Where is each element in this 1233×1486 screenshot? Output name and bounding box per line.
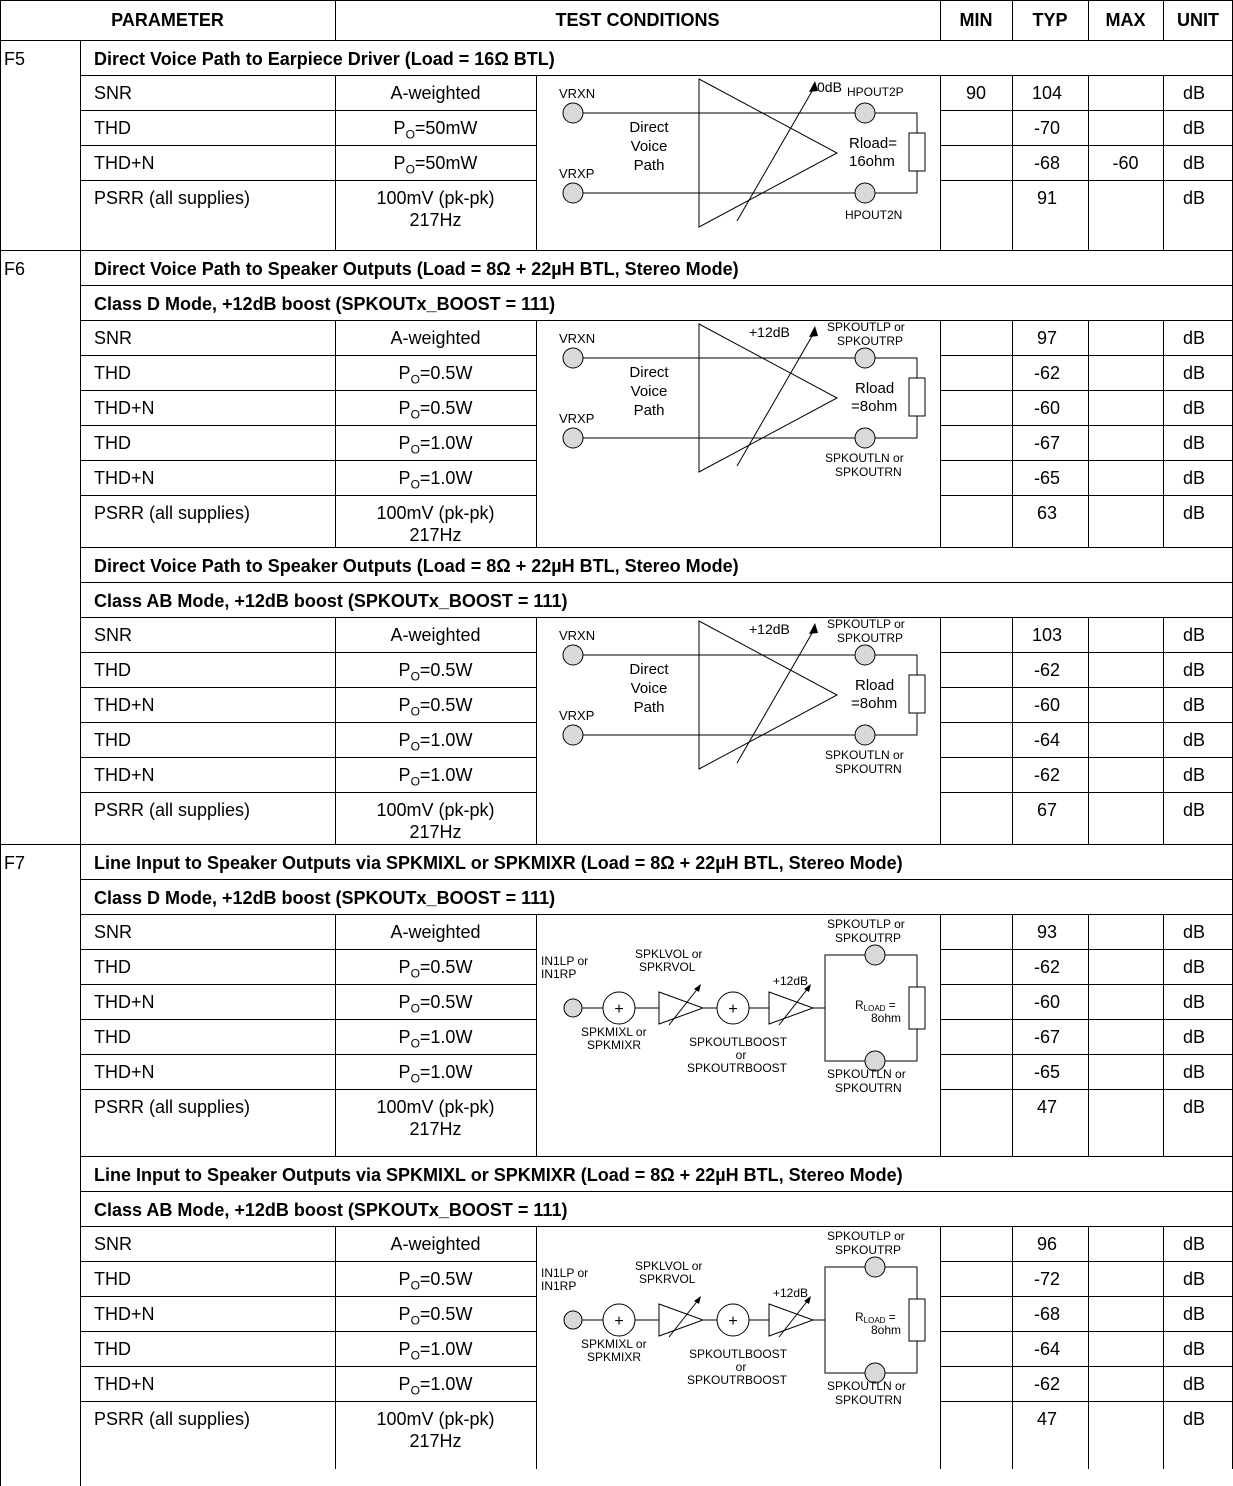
svg-text:8ohm: 8ohm (871, 1011, 902, 1025)
condition-cell: $P_O=1.0W$ (398, 1027, 473, 1051)
typ-cell: -64 (1033, 730, 1060, 750)
svg-text:Rload: Rload (855, 380, 895, 397)
typ-cell: -60 (1033, 695, 1060, 715)
condition-cell: $P_O=0.5W$ (398, 695, 473, 719)
svg-text:SPKLVOL or: SPKLVOL or (635, 947, 703, 961)
condition-cell: 100mV (pk-pk) 217Hz (376, 503, 495, 545)
typ-cell: -62 (1033, 957, 1060, 977)
unit-cell: dB (1183, 1097, 1206, 1117)
typ-cell: -60 (1033, 992, 1060, 1012)
condition-cell: $P_O=0.5W$ (398, 398, 473, 422)
unit-cell: dB (1183, 503, 1206, 523)
unit-cell: dB (1183, 660, 1206, 680)
typ-cell: -65 (1033, 468, 1060, 488)
typ-cell: -68 (1033, 153, 1060, 173)
svg-text:Direct: Direct (629, 119, 669, 136)
param-cell: SNR (94, 328, 133, 348)
block-title: Class D Mode, +12dB boost (SPKOUTx_BOOST = 111) (94, 294, 556, 314)
param-cell: THD+N (94, 765, 155, 785)
param-cell: THD (94, 363, 131, 383)
svg-text:IN1RP: IN1RP (541, 967, 577, 981)
typ-cell: -67 (1033, 433, 1060, 453)
svg-text:SPKLVOL or: SPKLVOL or (635, 1259, 703, 1273)
svg-text:SPKMIXL or: SPKMIXL or (581, 1337, 647, 1351)
condition-cell: $P_O=1.0W$ (398, 433, 473, 457)
condition-cell: $P_O=1.0W$ (398, 1062, 473, 1086)
block-title: Line Input to Speaker Outputs via SPKMIXL or SPKMIXR (Load = 8Ω + 22µH BTL, Stereo Mode) (94, 853, 903, 873)
svg-text:=8ohm: =8ohm (851, 398, 898, 415)
typ-cell: -62 (1033, 363, 1060, 383)
svg-text:SPKOUTLBOOST: SPKOUTLBOOST (689, 1035, 788, 1049)
condition-cell: $P_O=0.5W$ (398, 957, 473, 981)
unit-cell: dB (1183, 363, 1206, 383)
svg-text:SPKOUTRBOOST: SPKOUTRBOOST (687, 1061, 788, 1075)
param-cell: SNR (94, 625, 133, 645)
svg-text:SPKOUTLN or: SPKOUTLN or (825, 748, 904, 762)
svg-text:SPKOUTRP: SPKOUTRP (835, 1243, 902, 1257)
line-speaker-schematic (537, 915, 939, 1155)
svg-text:SPKOUTLBOOST: SPKOUTLBOOST (689, 1347, 788, 1361)
typ-cell: -64 (1033, 1339, 1060, 1359)
section-id: F6 (4, 259, 26, 279)
condition-cell: 100mV (pk-pk) 217Hz (376, 800, 495, 842)
svg-text:SPKOUTRP: SPKOUTRP (837, 334, 904, 348)
unit-cell: dB (1183, 625, 1206, 645)
svg-text:VRXP: VRXP (559, 166, 595, 181)
header-max: MAX (1105, 10, 1146, 30)
condition-cell: $P_O=1.0W$ (398, 1374, 473, 1398)
typ-cell: 47 (1036, 1409, 1058, 1429)
param-cell: SNR (94, 83, 133, 103)
svg-text:Path: Path (633, 402, 665, 419)
svg-text:HPOUT2N: HPOUT2N (845, 208, 903, 222)
svg-text:HPOUT2P: HPOUT2P (847, 85, 904, 99)
unit-cell: dB (1183, 1027, 1206, 1047)
unit-cell: dB (1183, 468, 1206, 488)
condition-cell: $P_O=0.5W$ (398, 1269, 473, 1293)
svg-text:+12dB: +12dB (773, 974, 809, 988)
svg-text:SPKOUTRN: SPKOUTRN (835, 465, 902, 479)
header-typ: TYP (1032, 10, 1068, 30)
unit-cell: dB (1183, 1339, 1206, 1359)
svg-text:IN1LP or: IN1LP or (541, 1266, 589, 1280)
svg-text:or: or (735, 1360, 747, 1374)
condition-cell: A-weighted (390, 625, 481, 645)
svg-text:SPKOUTLP or: SPKOUTLP or (827, 618, 905, 631)
unit-cell: dB (1183, 118, 1206, 138)
svg-text:IN1LP or: IN1LP or (541, 954, 589, 968)
unit-cell: dB (1183, 83, 1206, 103)
block-title: Line Input to Speaker Outputs via SPKMIXL or SPKMIXR (Load = 8Ω + 22µH BTL, Stereo Mode) (94, 1165, 903, 1185)
unit-cell: dB (1183, 433, 1206, 453)
direct-speaker-schematic (537, 618, 939, 843)
svg-text:SPKRVOL: SPKRVOL (639, 960, 696, 974)
unit-cell: dB (1183, 695, 1206, 715)
svg-text:SPKOUTRP: SPKOUTRP (837, 631, 904, 645)
svg-text:+12dB: +12dB (773, 1286, 809, 1300)
svg-text:SPKOUTLN or: SPKOUTLN or (827, 1379, 906, 1393)
condition-cell: A-weighted (390, 328, 481, 348)
svg-text:Rload: Rload (855, 677, 895, 694)
param-cell: THD (94, 1269, 131, 1289)
typ-cell: 104 (1031, 83, 1063, 103)
param-cell: SNR (94, 1234, 133, 1254)
param-cell: THD+N (94, 695, 155, 715)
typ-cell: 63 (1036, 503, 1058, 523)
svg-text:VRXN: VRXN (559, 628, 596, 643)
svg-text:VRXN: VRXN (559, 86, 596, 101)
unit-cell: dB (1183, 800, 1206, 820)
line-speaker-schematic (537, 1227, 939, 1467)
svg-text:+12dB: +12dB (749, 621, 790, 637)
typ-cell: 103 (1031, 625, 1063, 645)
condition-cell: $P_O=1.0W$ (398, 1339, 473, 1363)
unit-cell: dB (1183, 1374, 1206, 1394)
svg-text:+: + (728, 1001, 738, 1018)
svg-text:VRXN: VRXN (559, 331, 596, 346)
unit-cell: dB (1183, 1269, 1206, 1289)
svg-text:Voice: Voice (630, 680, 668, 697)
block-title: Class AB Mode, +12dB boost (SPKOUTx_BOOST = 111) (94, 591, 568, 611)
svg-text:+: + (614, 1313, 624, 1330)
svg-text:Direct: Direct (629, 364, 669, 381)
svg-text:+12dB: +12dB (749, 324, 790, 340)
svg-text:RLOAD =: RLOAD = (855, 998, 896, 1013)
svg-text:Path: Path (633, 699, 665, 716)
direct-speaker-schematic (537, 321, 939, 546)
section-id: F7 (4, 853, 26, 873)
svg-text:0dB: 0dB (817, 79, 842, 95)
typ-cell: 93 (1036, 922, 1058, 942)
unit-cell: dB (1183, 188, 1206, 208)
unit-cell: dB (1183, 730, 1206, 750)
unit-cell: dB (1183, 765, 1206, 785)
svg-text:VRXP: VRXP (559, 411, 595, 426)
unit-cell: dB (1183, 992, 1206, 1012)
param-cell: THD (94, 730, 131, 750)
unit-cell: dB (1183, 153, 1206, 173)
svg-text:Direct: Direct (629, 661, 669, 678)
condition-cell: 100mV (pk-pk) 217Hz (376, 1097, 495, 1139)
param-cell: THD (94, 118, 131, 138)
condition-cell: 100mV (pk-pk) 217Hz (376, 188, 495, 230)
param-cell: PSRR (all supplies) (94, 188, 251, 208)
svg-text:SPKOUTRN: SPKOUTRN (835, 1393, 902, 1407)
svg-text:SPKMIXR: SPKMIXR (587, 1350, 642, 1364)
unit-cell: dB (1183, 328, 1206, 348)
svg-text:8ohm: 8ohm (871, 1323, 902, 1337)
svg-text:SPKOUTRN: SPKOUTRN (835, 1081, 902, 1095)
block-title: Direct Voice Path to Earpiece Driver (Load = 16Ω BTL) (94, 49, 555, 69)
condition-cell: $P_O=0.5W$ (398, 1304, 473, 1328)
condition-cell: $P_O=0.5W$ (398, 660, 473, 684)
condition-cell: A-weighted (390, 83, 481, 103)
param-cell: PSRR (all supplies) (94, 503, 251, 523)
svg-text:SPKOUTRBOOST: SPKOUTRBOOST (687, 1373, 788, 1387)
header-test-conditions: TEST CONDITIONS (555, 10, 720, 30)
param-cell: THD (94, 1339, 131, 1359)
typ-cell: -68 (1033, 1304, 1060, 1324)
unit-cell: dB (1183, 957, 1206, 977)
typ-cell: -67 (1033, 1027, 1060, 1047)
svg-text:SPKOUTLP or: SPKOUTLP or (827, 321, 905, 334)
condition-cell: $P_O=0.5W$ (398, 992, 473, 1016)
svg-text:SPKOUTLP or: SPKOUTLP or (827, 1229, 905, 1243)
svg-text:VRXP: VRXP (559, 708, 595, 723)
svg-text:Voice: Voice (630, 138, 668, 155)
svg-text:SPKOUTRP: SPKOUTRP (835, 931, 902, 945)
param-cell: THD+N (94, 992, 155, 1012)
section-id: F5 (4, 49, 26, 69)
svg-text:SPKOUTLP or: SPKOUTLP or (827, 917, 905, 931)
svg-text:RLOAD =: RLOAD = (855, 1310, 896, 1325)
svg-text:16ohm: 16ohm (849, 153, 895, 170)
svg-text:SPKOUTLN or: SPKOUTLN or (827, 1067, 906, 1081)
param-cell: THD+N (94, 1304, 155, 1324)
unit-cell: dB (1183, 1409, 1206, 1429)
svg-text:+: + (614, 1001, 624, 1018)
param-cell: THD+N (94, 468, 155, 488)
param-cell: THD+N (94, 1374, 155, 1394)
max-cell: -60 (1112, 153, 1139, 173)
svg-text:IN1RP: IN1RP (541, 1279, 577, 1293)
typ-cell: -70 (1033, 118, 1060, 138)
param-cell: THD (94, 433, 131, 453)
condition-cell: A-weighted (390, 1234, 481, 1254)
svg-text:SPKMIXR: SPKMIXR (587, 1038, 642, 1052)
typ-cell: 67 (1036, 800, 1058, 820)
param-cell: PSRR (all supplies) (94, 1409, 251, 1429)
condition-cell: A-weighted (390, 922, 481, 942)
condition-cell: $P_O=50mW$ (393, 118, 478, 142)
typ-cell: -62 (1033, 765, 1060, 785)
typ-cell: 96 (1036, 1234, 1058, 1254)
typ-cell: -62 (1033, 1374, 1060, 1394)
svg-text:or: or (735, 1048, 747, 1062)
condition-cell: 100mV (pk-pk) 217Hz (376, 1409, 495, 1451)
unit-cell: dB (1183, 398, 1206, 418)
svg-text:SPKOUTRN: SPKOUTRN (835, 762, 902, 776)
svg-text:=8ohm: =8ohm (851, 695, 898, 712)
condition-cell: $P_O=1.0W$ (398, 730, 473, 754)
svg-text:SPKRVOL: SPKRVOL (639, 1272, 696, 1286)
typ-cell: -72 (1033, 1269, 1060, 1289)
header-parameter: PARAMETER (111, 10, 224, 30)
typ-cell: 47 (1036, 1097, 1058, 1117)
block-title: Direct Voice Path to Speaker Outputs (Load = 8Ω + 22µH BTL, Stereo Mode) (94, 556, 739, 576)
block-title: Class AB Mode, +12dB boost (SPKOUTx_BOOST = 111) (94, 1200, 568, 1220)
header-unit: UNIT (1177, 10, 1219, 30)
unit-cell: dB (1183, 922, 1206, 942)
param-cell: PSRR (all supplies) (94, 800, 251, 820)
param-cell: THD (94, 957, 131, 977)
typ-cell: 91 (1036, 188, 1058, 208)
block-title: Class D Mode, +12dB boost (SPKOUTx_BOOST = 111) (94, 888, 556, 908)
param-cell: SNR (94, 922, 133, 942)
condition-cell: $P_O=50mW$ (393, 153, 478, 177)
typ-cell: -62 (1033, 660, 1060, 680)
block-title: Direct Voice Path to Speaker Outputs (Load = 8Ω + 22µH BTL, Stereo Mode) (94, 259, 739, 279)
direct-earpiece-schematic (537, 76, 939, 249)
svg-text:+: + (728, 1313, 738, 1330)
unit-cell: dB (1183, 1062, 1206, 1082)
condition-cell: $P_O=0.5W$ (398, 363, 473, 387)
header-min: MIN (959, 10, 993, 30)
condition-cell: $P_O=1.0W$ (398, 468, 473, 492)
unit-cell: dB (1183, 1234, 1206, 1254)
param-cell: PSRR (all supplies) (94, 1097, 251, 1117)
typ-cell: -65 (1033, 1062, 1060, 1082)
unit-cell: dB (1183, 1304, 1206, 1324)
typ-cell: -60 (1033, 398, 1060, 418)
typ-cell: 97 (1036, 328, 1058, 348)
param-cell: THD (94, 1027, 131, 1047)
param-cell: THD+N (94, 1062, 155, 1082)
condition-cell: $P_O=1.0W$ (398, 765, 473, 789)
svg-text:SPKOUTLN or: SPKOUTLN or (825, 451, 904, 465)
param-cell: THD (94, 660, 131, 680)
svg-text:SPKMIXL or: SPKMIXL or (581, 1025, 647, 1039)
param-cell: THD+N (94, 153, 155, 173)
svg-text:Rload=: Rload= (849, 135, 897, 152)
param-cell: THD+N (94, 398, 155, 418)
min-cell: 90 (965, 83, 987, 103)
svg-text:Voice: Voice (630, 383, 668, 400)
svg-text:Path: Path (633, 157, 665, 174)
